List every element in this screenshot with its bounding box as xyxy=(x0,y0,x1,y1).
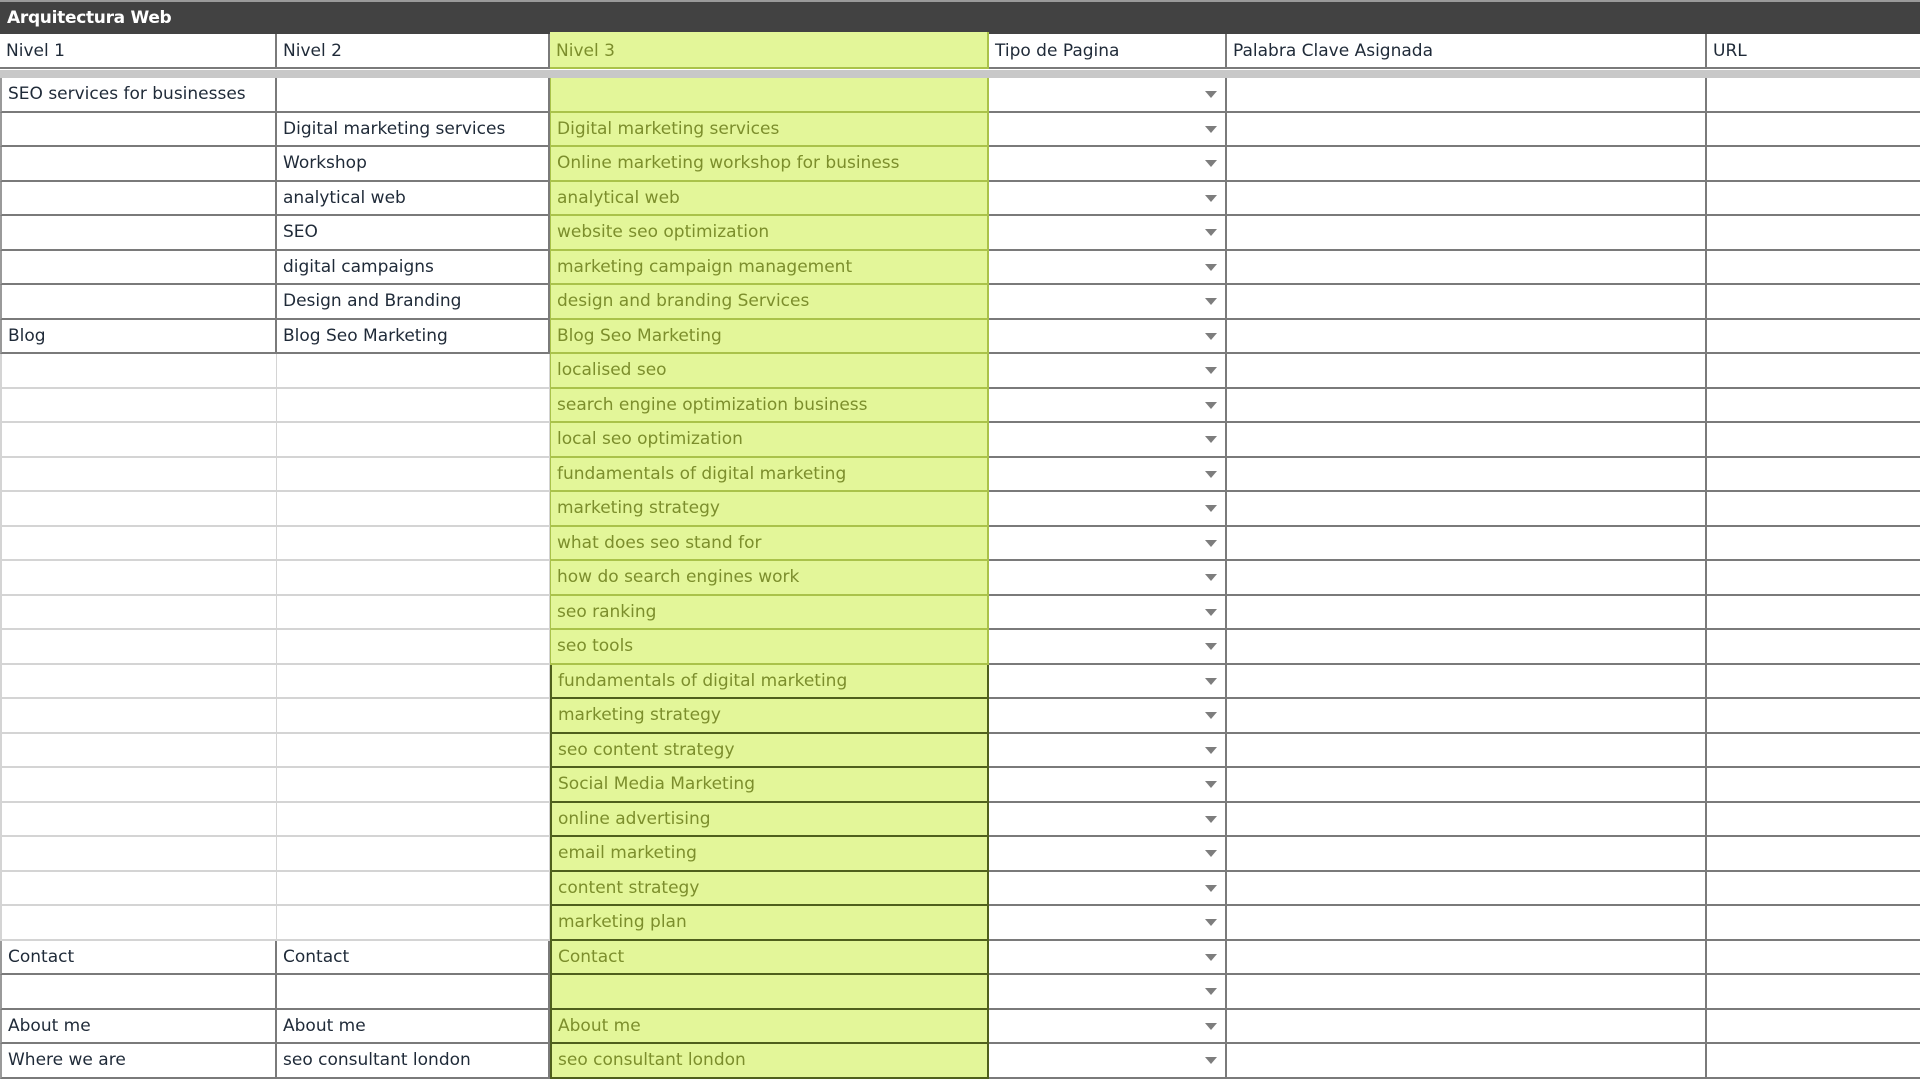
cell-nivel-1[interactable] xyxy=(0,803,277,838)
cell-nivel-1[interactable] xyxy=(0,182,277,217)
cell-nivel-3[interactable]: marketing strategy xyxy=(550,699,989,734)
chevron-down-icon[interactable] xyxy=(1205,471,1217,478)
chevron-down-icon[interactable] xyxy=(1205,333,1217,340)
cell-nivel-3[interactable]: marketing campaign management xyxy=(550,251,989,286)
cell-nivel-1[interactable] xyxy=(0,630,277,665)
cell-nivel-2[interactable] xyxy=(277,665,550,700)
table-row xyxy=(0,837,1920,872)
table-row xyxy=(0,768,1920,803)
cell-nivel-3[interactable]: seo content strategy xyxy=(550,734,989,769)
header-nivel-2[interactable]: Nivel 2 xyxy=(277,34,550,69)
cell-palabra-clave[interactable] xyxy=(1227,423,1707,458)
cell-url[interactable] xyxy=(1707,1044,1920,1079)
table-row xyxy=(0,1044,1920,1079)
cell-nivel-2[interactable] xyxy=(277,389,550,424)
cell-nivel-3[interactable]: design and branding Services xyxy=(550,285,989,320)
table-row xyxy=(0,906,1920,941)
cell-nivel-2[interactable] xyxy=(277,837,550,872)
cell-nivel-1[interactable] xyxy=(0,251,277,286)
table-row xyxy=(0,251,1920,286)
chevron-down-icon[interactable] xyxy=(1205,505,1217,512)
cell-tipo-de-pagina[interactable] xyxy=(989,113,1227,148)
cell-palabra-clave[interactable] xyxy=(1227,458,1707,493)
cell-nivel-1[interactable]: About me xyxy=(0,1010,277,1045)
cell-tipo-de-pagina[interactable] xyxy=(989,596,1227,631)
cell-tipo-de-pagina[interactable] xyxy=(989,941,1227,976)
chevron-down-icon[interactable] xyxy=(1205,609,1217,616)
cell-nivel-3[interactable]: search engine optimization business xyxy=(550,389,989,424)
cell-palabra-clave[interactable] xyxy=(1227,251,1707,286)
cell-tipo-de-pagina[interactable] xyxy=(989,768,1227,803)
cell-url[interactable] xyxy=(1707,872,1920,907)
cell-url[interactable] xyxy=(1707,975,1920,1010)
cell-nivel-2[interactable]: Contact xyxy=(277,941,550,976)
cell-nivel-2[interactable] xyxy=(277,699,550,734)
cell-nivel-1[interactable] xyxy=(0,458,277,493)
table-row xyxy=(0,665,1920,700)
cell-tipo-de-pagina[interactable] xyxy=(989,699,1227,734)
chevron-down-icon[interactable] xyxy=(1205,402,1217,409)
cell-nivel-3[interactable]: seo consultant london xyxy=(550,1044,989,1079)
table-row xyxy=(0,941,1920,976)
cell-nivel-2[interactable] xyxy=(277,596,550,631)
table-row xyxy=(0,734,1920,769)
cell-url[interactable] xyxy=(1707,941,1920,976)
cell-nivel-1[interactable] xyxy=(0,768,277,803)
cell-nivel-3[interactable]: seo ranking xyxy=(550,596,989,631)
chevron-down-icon[interactable] xyxy=(1205,229,1217,236)
table-row xyxy=(0,561,1920,596)
cell-nivel-1[interactable] xyxy=(0,906,277,941)
table-row xyxy=(0,492,1920,527)
cell-nivel-3[interactable]: online advertising xyxy=(550,803,989,838)
table-row xyxy=(0,596,1920,631)
cell-palabra-clave[interactable] xyxy=(1227,837,1707,872)
table-row xyxy=(0,182,1920,217)
chevron-down-icon[interactable] xyxy=(1205,816,1217,823)
cell-palabra-clave[interactable] xyxy=(1227,699,1707,734)
cell-nivel-2[interactable] xyxy=(277,354,550,389)
cell-nivel-3[interactable]: About me xyxy=(550,1010,989,1045)
chevron-down-icon[interactable] xyxy=(1205,1023,1217,1030)
cell-url[interactable] xyxy=(1707,285,1920,320)
chevron-down-icon[interactable] xyxy=(1205,712,1217,719)
cell-nivel-2[interactable]: analytical web xyxy=(277,182,550,217)
cell-nivel-2[interactable] xyxy=(277,527,550,562)
cell-tipo-de-pagina[interactable] xyxy=(989,803,1227,838)
cell-nivel-3[interactable]: Digital marketing services xyxy=(550,113,989,148)
cell-tipo-de-pagina[interactable] xyxy=(989,1010,1227,1045)
cell-url[interactable] xyxy=(1707,734,1920,769)
cell-url[interactable] xyxy=(1707,320,1920,355)
cell-nivel-3[interactable]: Contact xyxy=(550,941,989,976)
cell-nivel-3[interactable]: how do search engines work xyxy=(550,561,989,596)
chevron-down-icon[interactable] xyxy=(1205,919,1217,926)
cell-url[interactable] xyxy=(1707,113,1920,148)
cell-nivel-1[interactable] xyxy=(0,596,277,631)
cell-nivel-3[interactable]: Blog Seo Marketing xyxy=(550,320,989,355)
cell-nivel-1[interactable] xyxy=(0,492,277,527)
cell-nivel-3[interactable]: Social Media Marketing xyxy=(550,768,989,803)
cell-nivel-1[interactable] xyxy=(0,285,277,320)
cell-url[interactable] xyxy=(1707,78,1920,113)
cell-nivel-1[interactable] xyxy=(0,699,277,734)
table-row xyxy=(0,113,1920,148)
cell-nivel-1[interactable] xyxy=(0,216,277,251)
cell-nivel-2[interactable] xyxy=(277,458,550,493)
cell-nivel-2[interactable]: Design and Branding xyxy=(277,285,550,320)
chevron-down-icon[interactable] xyxy=(1205,264,1217,271)
cell-nivel-2[interactable] xyxy=(277,492,550,527)
cell-nivel-1[interactable] xyxy=(0,872,277,907)
chevron-down-icon[interactable] xyxy=(1205,367,1217,374)
cell-tipo-de-pagina[interactable] xyxy=(989,630,1227,665)
header-tipo-de-pagina[interactable]: Tipo de Pagina xyxy=(989,34,1227,69)
cell-url[interactable] xyxy=(1707,354,1920,389)
cell-palabra-clave[interactable] xyxy=(1227,320,1707,355)
header-palabra-clave[interactable]: Palabra Clave Asignada xyxy=(1227,34,1707,69)
cell-nivel-3[interactable]: analytical web xyxy=(550,182,989,217)
table-row xyxy=(0,699,1920,734)
cell-palabra-clave[interactable] xyxy=(1227,561,1707,596)
header-nivel-3[interactable]: Nivel 3 xyxy=(550,32,989,69)
cell-url[interactable] xyxy=(1707,251,1920,286)
cell-nivel-3[interactable]: fundamentals of digital marketing xyxy=(550,458,989,493)
cell-palabra-clave[interactable] xyxy=(1227,906,1707,941)
chevron-down-icon[interactable] xyxy=(1205,988,1217,995)
cell-nivel-1[interactable] xyxy=(0,527,277,562)
cell-nivel-3[interactable]: email marketing xyxy=(550,837,989,872)
cell-nivel-3[interactable]: fundamentals of digital marketing xyxy=(550,665,989,700)
cell-nivel-3[interactable]: local seo optimization xyxy=(550,423,989,458)
table-row xyxy=(0,389,1920,424)
cell-tipo-de-pagina[interactable] xyxy=(989,872,1227,907)
cell-nivel-1[interactable]: Where we are xyxy=(0,1044,277,1079)
chevron-down-icon[interactable] xyxy=(1205,781,1217,788)
chevron-down-icon[interactable] xyxy=(1205,850,1217,857)
cell-palabra-clave[interactable] xyxy=(1227,630,1707,665)
cell-nivel-1[interactable] xyxy=(0,389,277,424)
cell-tipo-de-pagina[interactable] xyxy=(989,251,1227,286)
table-row xyxy=(0,78,1920,113)
chevron-down-icon[interactable] xyxy=(1205,643,1217,650)
chevron-down-icon[interactable] xyxy=(1205,885,1217,892)
cell-url[interactable] xyxy=(1707,389,1920,424)
cell-palabra-clave[interactable] xyxy=(1227,734,1707,769)
cell-nivel-1[interactable] xyxy=(0,561,277,596)
cell-nivel-2[interactable] xyxy=(277,872,550,907)
cell-nivel-1[interactable]: Blog xyxy=(0,320,277,355)
table-row xyxy=(0,216,1920,251)
cell-palabra-clave[interactable] xyxy=(1227,1044,1707,1079)
cell-nivel-2[interactable]: seo consultant london xyxy=(277,1044,550,1079)
cell-url[interactable] xyxy=(1707,768,1920,803)
cell-url[interactable] xyxy=(1707,458,1920,493)
table-row xyxy=(0,423,1920,458)
cell-palabra-clave[interactable] xyxy=(1227,78,1707,113)
cell-nivel-2[interactable] xyxy=(277,78,550,113)
cell-nivel-3[interactable]: localised seo xyxy=(550,354,989,389)
cell-palabra-clave[interactable] xyxy=(1227,872,1707,907)
cell-palabra-clave[interactable] xyxy=(1227,147,1707,182)
cell-nivel-2[interactable]: Digital marketing services xyxy=(277,113,550,148)
cell-tipo-de-pagina[interactable] xyxy=(989,975,1227,1010)
cell-url[interactable] xyxy=(1707,699,1920,734)
cell-tipo-de-pagina[interactable] xyxy=(989,458,1227,493)
cell-palabra-clave[interactable] xyxy=(1227,527,1707,562)
cell-nivel-3[interactable] xyxy=(550,78,989,113)
cell-tipo-de-pagina[interactable] xyxy=(989,492,1227,527)
chevron-down-icon[interactable] xyxy=(1205,954,1217,961)
cell-nivel-3[interactable]: marketing plan xyxy=(550,906,989,941)
cell-url[interactable] xyxy=(1707,837,1920,872)
cell-nivel-1[interactable]: SEO services for businesses xyxy=(0,78,277,113)
cell-nivel-3[interactable]: seo tools xyxy=(550,630,989,665)
cell-url[interactable] xyxy=(1707,1010,1920,1045)
cell-palabra-clave[interactable] xyxy=(1227,1010,1707,1045)
cell-palabra-clave[interactable] xyxy=(1227,354,1707,389)
table-row xyxy=(0,285,1920,320)
cell-nivel-2[interactable] xyxy=(277,423,550,458)
cell-tipo-de-pagina[interactable] xyxy=(989,354,1227,389)
cell-palabra-clave[interactable] xyxy=(1227,113,1707,148)
cell-nivel-2[interactable] xyxy=(277,734,550,769)
cell-tipo-de-pagina[interactable] xyxy=(989,285,1227,320)
chevron-down-icon[interactable] xyxy=(1205,747,1217,754)
table-row xyxy=(0,354,1920,389)
table-row xyxy=(0,527,1920,562)
cell-url[interactable] xyxy=(1707,492,1920,527)
cell-nivel-2[interactable] xyxy=(277,630,550,665)
cell-nivel-1[interactable] xyxy=(0,975,277,1010)
chevron-down-icon[interactable] xyxy=(1205,126,1217,133)
cell-nivel-1[interactable] xyxy=(0,354,277,389)
cell-url[interactable] xyxy=(1707,561,1920,596)
cell-nivel-3[interactable]: website seo optimization xyxy=(550,216,989,251)
cell-url[interactable] xyxy=(1707,147,1920,182)
cell-nivel-1[interactable] xyxy=(0,734,277,769)
cell-nivel-3[interactable]: marketing strategy xyxy=(550,492,989,527)
cell-tipo-de-pagina[interactable] xyxy=(989,389,1227,424)
cell-nivel-1[interactable] xyxy=(0,147,277,182)
cell-nivel-2[interactable]: SEO xyxy=(277,216,550,251)
cell-nivel-1[interactable] xyxy=(0,113,277,148)
cell-nivel-3[interactable]: Online marketing workshop for business xyxy=(550,147,989,182)
chevron-down-icon[interactable] xyxy=(1205,160,1217,167)
column-header-row xyxy=(0,34,1920,70)
header-separator xyxy=(0,70,1920,78)
cell-url[interactable] xyxy=(1707,630,1920,665)
cell-nivel-1[interactable] xyxy=(0,665,277,700)
cell-nivel-2[interactable] xyxy=(277,975,550,1010)
cell-nivel-2[interactable] xyxy=(277,906,550,941)
cell-tipo-de-pagina[interactable] xyxy=(989,1044,1227,1079)
sheet-title: Arquitectura Web xyxy=(7,8,172,28)
table-row xyxy=(0,630,1920,665)
cell-tipo-de-pagina[interactable] xyxy=(989,734,1227,769)
cell-palabra-clave[interactable] xyxy=(1227,975,1707,1010)
cell-tipo-de-pagina[interactable] xyxy=(989,147,1227,182)
cell-nivel-2[interactable] xyxy=(277,561,550,596)
table-row xyxy=(0,872,1920,907)
table-row xyxy=(0,803,1920,838)
cell-nivel-3[interactable]: content strategy xyxy=(550,872,989,907)
cell-url[interactable] xyxy=(1707,423,1920,458)
cell-palabra-clave[interactable] xyxy=(1227,803,1707,838)
cell-url[interactable] xyxy=(1707,216,1920,251)
cell-palabra-clave[interactable] xyxy=(1227,182,1707,217)
cell-tipo-de-pagina[interactable] xyxy=(989,182,1227,217)
cell-tipo-de-pagina[interactable] xyxy=(989,78,1227,113)
table-row xyxy=(0,975,1920,1010)
header-nivel-1[interactable]: Nivel 1 xyxy=(0,34,277,69)
cell-url[interactable] xyxy=(1707,596,1920,631)
cell-nivel-1[interactable]: Contact xyxy=(0,941,277,976)
table-row xyxy=(0,1010,1920,1045)
chevron-down-icon[interactable] xyxy=(1205,678,1217,685)
cell-nivel-2[interactable]: Workshop xyxy=(277,147,550,182)
cell-nivel-2[interactable]: Blog Seo Marketing xyxy=(277,320,550,355)
cell-nivel-3[interactable]: what does seo stand for xyxy=(550,527,989,562)
cell-nivel-2[interactable]: About me xyxy=(277,1010,550,1045)
chevron-down-icon[interactable] xyxy=(1205,1057,1217,1064)
header-url[interactable]: URL xyxy=(1707,34,1920,69)
cell-nivel-2[interactable]: digital campaigns xyxy=(277,251,550,286)
sheet-title-bar xyxy=(0,0,1920,34)
chevron-down-icon[interactable] xyxy=(1205,91,1217,98)
table-row xyxy=(0,320,1920,355)
cell-tipo-de-pagina[interactable] xyxy=(989,216,1227,251)
cell-palabra-clave[interactable] xyxy=(1227,941,1707,976)
cell-nivel-2[interactable] xyxy=(277,768,550,803)
chevron-down-icon[interactable] xyxy=(1205,540,1217,547)
cell-tipo-de-pagina[interactable] xyxy=(989,665,1227,700)
cell-url[interactable] xyxy=(1707,803,1920,838)
cell-nivel-1[interactable] xyxy=(0,423,277,458)
cell-nivel-1[interactable] xyxy=(0,837,277,872)
chevron-down-icon[interactable] xyxy=(1205,574,1217,581)
cell-nivel-3[interactable] xyxy=(550,975,989,1010)
cell-palabra-clave[interactable] xyxy=(1227,389,1707,424)
cell-tipo-de-pagina[interactable] xyxy=(989,837,1227,872)
chevron-down-icon[interactable] xyxy=(1205,195,1217,202)
cell-tipo-de-pagina[interactable] xyxy=(989,527,1227,562)
cell-url[interactable] xyxy=(1707,527,1920,562)
cell-url[interactable] xyxy=(1707,665,1920,700)
cell-nivel-2[interactable] xyxy=(277,803,550,838)
cell-palabra-clave[interactable] xyxy=(1227,596,1707,631)
cell-tipo-de-pagina[interactable] xyxy=(989,906,1227,941)
cell-palabra-clave[interactable] xyxy=(1227,665,1707,700)
cell-palabra-clave[interactable] xyxy=(1227,216,1707,251)
chevron-down-icon[interactable] xyxy=(1205,436,1217,443)
cell-url[interactable] xyxy=(1707,182,1920,217)
cell-url[interactable] xyxy=(1707,906,1920,941)
cell-palabra-clave[interactable] xyxy=(1227,768,1707,803)
table-row xyxy=(0,147,1920,182)
cell-palabra-clave[interactable] xyxy=(1227,285,1707,320)
cell-tipo-de-pagina[interactable] xyxy=(989,561,1227,596)
chevron-down-icon[interactable] xyxy=(1205,298,1217,305)
cell-tipo-de-pagina[interactable] xyxy=(989,423,1227,458)
cell-palabra-clave[interactable] xyxy=(1227,492,1707,527)
table-row xyxy=(0,458,1920,493)
cell-tipo-de-pagina[interactable] xyxy=(989,320,1227,355)
